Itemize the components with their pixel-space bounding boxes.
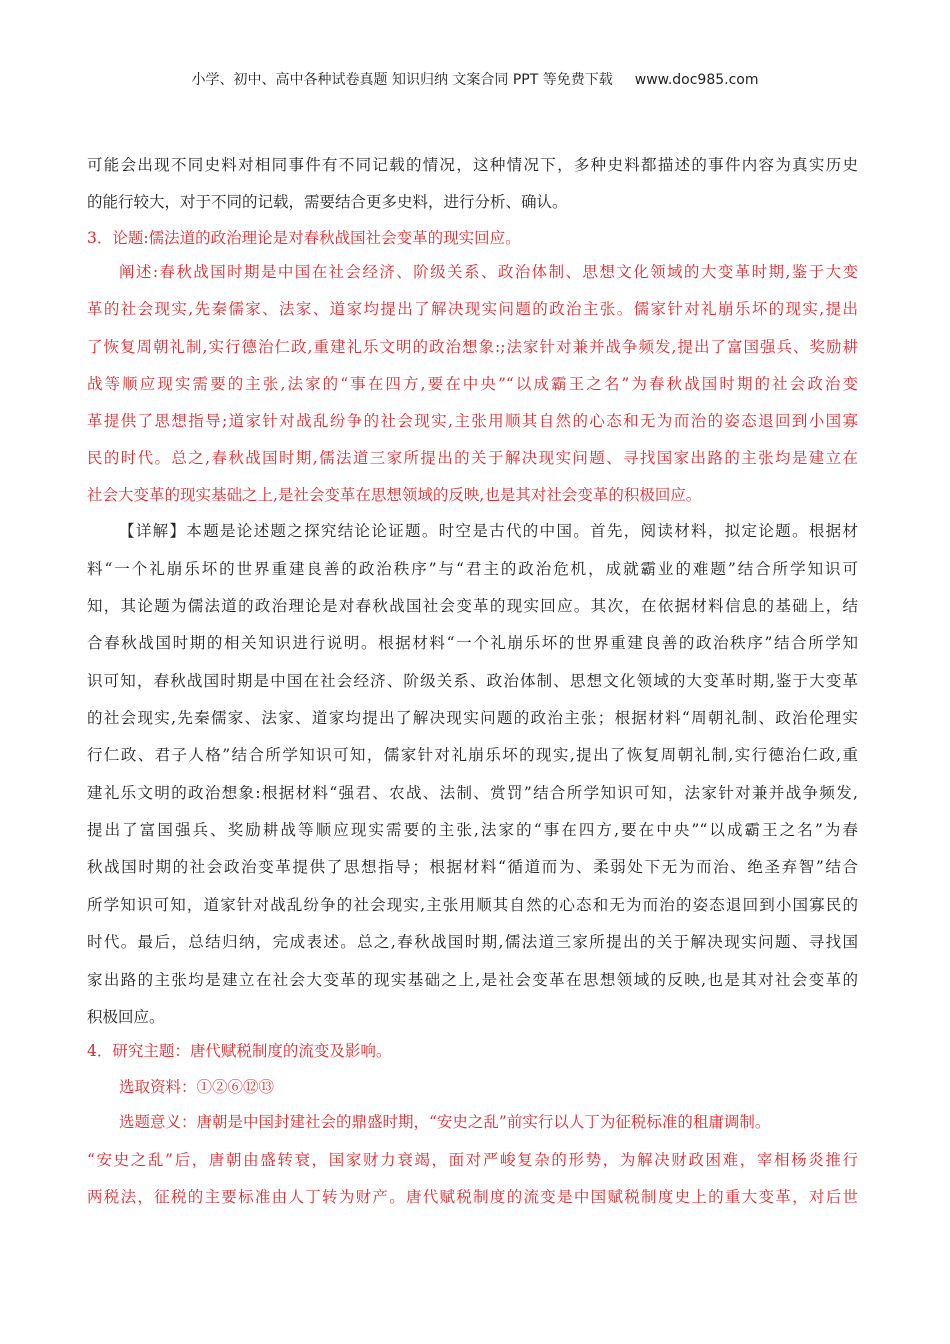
header-text: 小学、初中、高中各种试卷真题 知识归纳 文案合同 PPT 等免费下载 [191,72,613,88]
text-line: 革提供了思想指导;道家针对战乱纷争的社会现实,主张用顺其自然的心态和无为而治的姿态退回到小国寡 [87,412,858,430]
text-line: 【详解】本题是论述题之探究结论论证题。时空是古代的中国。首先，阅读材料，拟定论题。根据材 [119,522,858,540]
text-line: 阐述:春秋战国时期是中国在社会经济、阶级关系、政治体制、思想文化领域的大变革时期,鉴于大变 [119,263,858,281]
text-line: 战等顺应现实需要的主张,法家的“事在四方,要在中央”“以成霸王之名”为春秋战国时期的社会政治变 [87,375,858,393]
text-line: 革的社会现实,先秦儒家、法家、道家均提出了解决现实问题的政治主张。儒家针对礼崩乐坏的现实,提出 [87,300,858,318]
text-line: 行仁政、君子人格”结合所学知识可知，儒家针对礼崩乐坏的现实,提出了恢复周朝礼制,实行德治仁政,重 [87,746,858,764]
text-line: 可能会出现不同史料对相同事件有不同记载的情况，这种情况下，多种史料都描述的事件内容为真实历史 [87,156,858,174]
text-line: 3．论题:儒法道的政治理论是对春秋战国社会变革的现实回应。 [87,229,521,247]
text-line: 料“一个礼崩乐坏的世界重建良善的政治秩序”与“君主的政治危机，成就霸业的难题”结合所学知识可 [87,560,858,578]
text-line: 识可知，春秋战国时期是中国在社会经济、阶级关系、政治体制、思想文化领域的大变革时期,鉴于大变革 [87,672,858,690]
text-line: 选取资料：①②⑥⑫⑬ [119,1078,275,1096]
text-line: 积极回应。 [87,1008,165,1026]
text-line: 民的时代。总之,春秋战国时期,儒法道三家所提出的关于解决现实问题、寻找国家出路的主张均是建立在 [87,449,858,467]
text-line: “安史之乱”后，唐朝由盛转衰，国家财力衰竭，面对严峻复杂的形势，为解决财政困难，宰相杨炎推行 [87,1151,858,1169]
text-line: 了恢复周朝礼制,实行德治仁政,重建礼乐文明的政治想象:;法家针对兼并战争频发,提出了富国强兵、奖励耕 [87,338,858,356]
header-url[interactable]: www.doc985.com [634,72,759,88]
text-line: 社会大变革的现实基础之上,是社会变革在思想领域的反映,也是其对社会变革的积极回应。 [87,486,702,504]
text-line: 选题意义：唐朝是中国封建社会的鼎盛时期，“安史之乱”前实行以人丁为征税标准的租庸调制。 [119,1113,771,1131]
text-line: 时代。最后，总结归纳，完成表述。总之,春秋战国时期,儒法道三家所提出的关于解决现实问题、寻找国 [87,933,858,951]
page-header [0,69,950,89]
text-line: 提出了富国强兵、奖励耕战等顺应现实需要的主张,法家的“事在四方,要在中央”“以成霸王之名”为春 [87,821,858,839]
text-line: 知，其论题为儒法道的政治理论是对春秋战国社会变革的现实回应。其次，在依据材料信息的基础上，结 [87,597,858,615]
text-line: 4．研究主题：唐代赋税制度的流变及影响。 [87,1042,392,1060]
text-line: 所学知识可知，道家针对战乱纷争的社会现实,主张用顺其自然的心态和无为而治的姿态退回到小国寡民的 [87,896,858,914]
text-line: 秋战国时期的社会政治变革提供了思想指导；根据材料“循道而为、柔弱处下无为而治、绝圣弃智”结合 [87,858,858,876]
text-line: 建礼乐文明的政治想象:根据材料“强君、农战、法制、赏罚”结合所学知识可知，法家针对兼并战争频发, [87,784,858,802]
text-line: 两税法，征税的主要标准由人丁转为财产。唐代赋税制度的流变是中国赋税制度史上的重大变革，对后世 [87,1188,858,1206]
text-line: 合春秋战国时期的相关知识进行说明。根据材料“一个礼崩乐坏的世界重建良善的政治秩序”结合所学知 [87,634,858,652]
text-line: 家出路的主张均是建立在社会大变革的现实基础之上,是社会变革在思想领域的反映,也是其对社会变革的 [87,971,858,989]
text-line: 的能行较大，对于不同的记载，需要结合更多史料，进行分析、确认。 [87,193,568,211]
text-line: 的社会现实,先秦儒家、法家、道家均提出了解决现实问题的政治主张；根据材料“周朝礼制、政治伦理实 [87,709,858,727]
